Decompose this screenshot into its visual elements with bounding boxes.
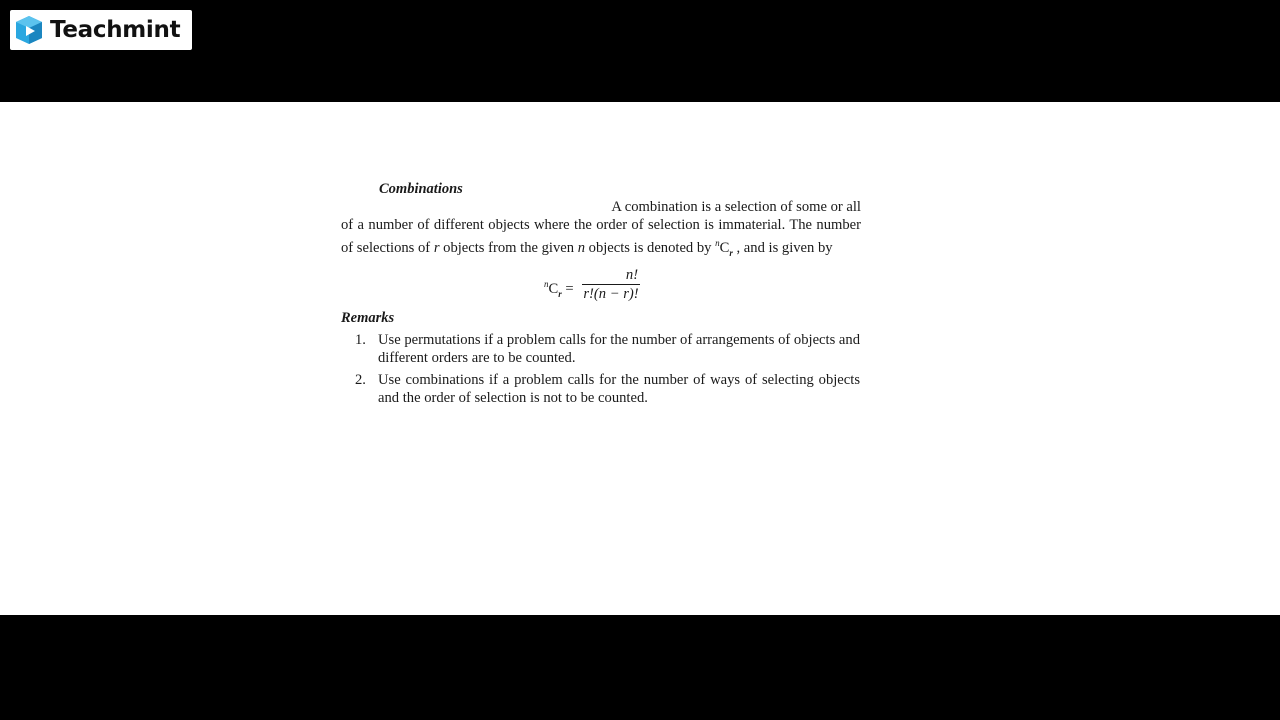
remark-text: Use combinations if a problem calls for the number of ways of selecting objects and the order of selection is not to be counted. [378,372,860,406]
paragraph-line-3 [341,234,861,262]
equals-sign: = [561,281,574,297]
teachmint-logo [10,10,192,50]
remark-number: 1. [355,332,366,348]
symbol-C: C [719,240,730,256]
sup-n: n [715,238,720,248]
formula-denominator: r!(n − r)! [583,286,639,302]
remark-text: Use permutations if a problem calls for the number of arrangements of objects and different orders are to be counted. [378,332,860,366]
symbol-C: C [548,281,559,297]
sub-r: r [558,289,562,299]
book-cube-icon [13,14,45,46]
text-segment: of selections of [341,240,434,256]
text-segment: objects is denoted by [585,240,716,256]
sub-r: r [729,248,733,258]
remark-number: 2. [355,372,366,388]
var-n: n [577,240,585,256]
top-bar [0,0,1280,102]
brand-name: Teachmint [50,17,181,43]
paragraph-line-2: of a number of different objects where the order of selection is immaterial. The number [341,217,861,233]
sup-n: n [544,279,549,289]
var-r: r [433,240,440,256]
text-segment: objects from the given [439,240,578,256]
text-segment: , and is given by [732,240,833,256]
bottom-bar [0,615,1280,720]
section-heading: Combinations [379,181,463,197]
remarks-heading: Remarks [341,310,395,326]
formula-lhs [544,275,574,303]
formula-numerator: n! [625,267,639,283]
paragraph-line-1: A combination is a selection of some or all [611,199,861,215]
combination-formula [544,263,664,303]
